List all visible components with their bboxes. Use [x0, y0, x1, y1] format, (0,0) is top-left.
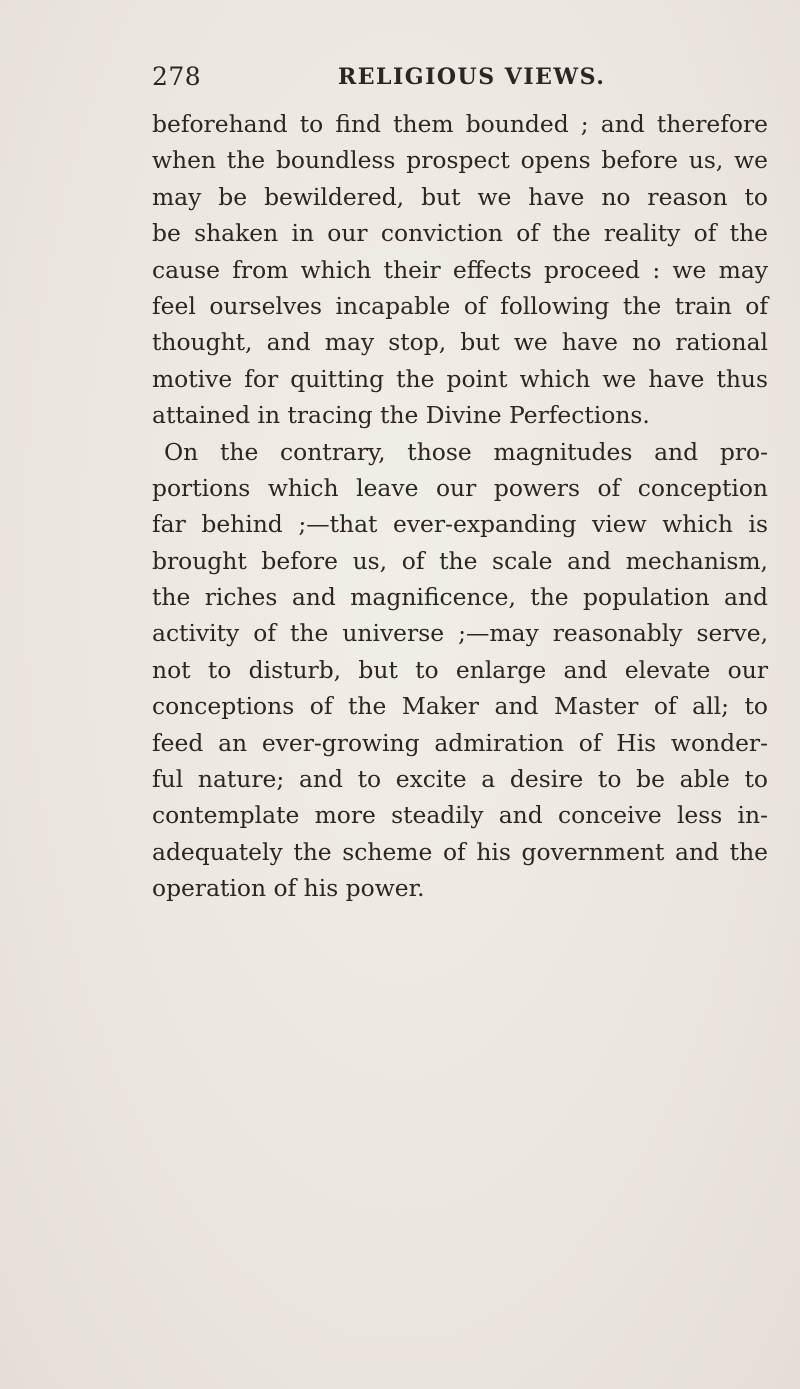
text-line: portions which leave our powers of conception	[152, 473, 768, 502]
text-line: not to disturb, but to enlarge and elevate our	[152, 655, 768, 684]
text-line: when the boundless prospect opens before us, we	[152, 146, 768, 175]
text-line: may be bewildered, but we have no reason to	[152, 182, 768, 211]
page-header	[0, 62, 800, 102]
text-line: far behind ;—that ever-expanding view which is	[152, 510, 768, 539]
text-line: motive for quitting the point which we have thus	[152, 364, 768, 393]
text-line: feed an ever-growing admiration of His wonder-	[152, 728, 768, 757]
text-line: cause from which their effects proceed : we may	[152, 255, 768, 284]
paragraph-start-line: On the contrary, those magnitudes and pro-	[164, 437, 768, 466]
text-line: attained in tracing the Divine Perfections.	[152, 401, 650, 430]
body-text	[152, 106, 768, 907]
text-line: contemplate more steadily and conceive less in-	[152, 801, 768, 830]
text-line: operation of his power.	[152, 874, 425, 903]
text-line: brought before us, of the scale and mechanism,	[152, 546, 768, 575]
page-number: 278	[152, 62, 202, 91]
text-line: beforehand to find them bounded ; and therefore	[152, 110, 768, 138]
running-head: RELIGIOUS VIEWS.	[338, 64, 606, 90]
text-line: thought, and may stop, but we have no rational	[152, 328, 768, 357]
text-line: the riches and magnificence, the population and	[152, 583, 768, 612]
text-line: feel ourselves incapable of following the train of	[152, 291, 768, 320]
text-line: conceptions of the Maker and Master of all; to	[152, 692, 768, 721]
text-line: be shaken in our conviction of the reality of the	[152, 219, 768, 248]
text-line: activity of the universe ;—may reasonably serve,	[152, 619, 768, 648]
text-line: adequately the scheme of his government and the	[152, 837, 768, 866]
text-line: ful nature; and to excite a desire to be able to	[152, 765, 768, 794]
